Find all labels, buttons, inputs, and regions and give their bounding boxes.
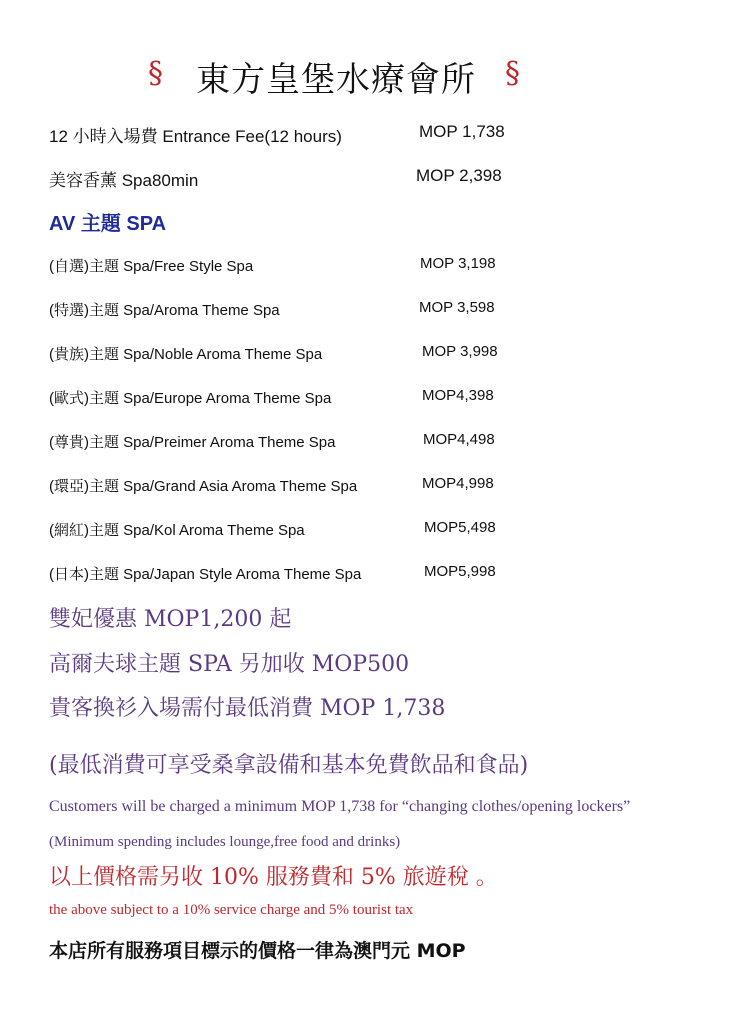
minimum-benefits-note-zh: (最低消費可享受桑拿設備和基本免費飲品和食品): [49, 753, 529, 778]
item-price: MOP 3,998: [422, 343, 498, 360]
section-mark-left: §: [148, 56, 163, 91]
golf-theme-surcharge: 高爾夫球主題 SPA 另加收 MOP500: [49, 652, 410, 677]
item-price: MOP4,998: [422, 475, 494, 492]
av-section-heading: AV 主題 SPA: [49, 213, 167, 235]
item-label: (貴族)主題 Spa/Noble Aroma Theme Spa: [49, 346, 323, 363]
item-label: (特選)主題 Spa/Aroma Theme Spa: [49, 302, 280, 319]
list-item: [49, 563, 709, 589]
item-price: MOP5,498: [424, 519, 496, 536]
tax-note-en: the above subject to a 10% service charge and 5% tourist tax: [49, 902, 414, 918]
item-label: (網紅)主題 Spa/Kol Aroma Theme Spa: [49, 522, 305, 539]
item-label: (日本)主題 Spa/Japan Style Aroma Theme Spa: [49, 566, 362, 583]
item-label: (自選)主題 Spa/Free Style Spa: [49, 258, 254, 275]
minimum-includes-note-en: (Minimum spending includes lounge,free food and drinks): [49, 834, 401, 850]
item-price: MOP 3,598: [419, 299, 495, 316]
item-price: MOP4,498: [423, 431, 495, 448]
currency-footer-note: 本店所有服務項目標示的價格一律為澳門元 MOP: [49, 940, 466, 962]
entrance-fee-row: [49, 122, 709, 148]
minimum-spend-note: 貴客換衫入場需付最低消費 MOP 1,738: [49, 696, 446, 721]
list-item: [49, 299, 709, 325]
item-price: MOP 2,398: [416, 166, 502, 185]
item-label: 美容香薰 Spa80min: [49, 171, 199, 190]
list-item: [49, 431, 709, 457]
item-price: MOP4,398: [422, 387, 494, 404]
page-title: [0, 52, 740, 104]
item-price: MOP 3,198: [420, 255, 496, 272]
tax-note-zh: 以上價格需另收 10% 服務費和 5% 旅遊稅 。: [49, 865, 498, 890]
double-concubine-offer: 雙妃優惠 MOP1,200 起: [49, 607, 292, 632]
section-mark-right: §: [505, 56, 520, 91]
list-item: [49, 255, 709, 281]
aroma-spa-row: [49, 166, 709, 192]
minimum-charge-note-en: Customers will be charged a minimum MOP 1,738 for “changing clothes/opening lockers”: [49, 798, 631, 815]
item-label: (尊貴)主題 Spa/Preimer Aroma Theme Spa: [49, 434, 336, 451]
item-label: (環亞)主題 Spa/Grand Asia Aroma Theme Spa: [49, 478, 358, 495]
spa-name: 東方皇堡水療會所: [196, 60, 476, 100]
list-item: [49, 387, 709, 413]
item-price: MOP 1,738: [419, 122, 505, 141]
list-item: [49, 475, 709, 501]
item-label: (歐式)主題 Spa/Europe Aroma Theme Spa: [49, 390, 332, 407]
item-price: MOP5,998: [424, 563, 496, 580]
list-item: [49, 519, 709, 545]
list-item: [49, 343, 709, 369]
item-label: 12 小時入場費 Entrance Fee(12 hours): [49, 127, 342, 146]
